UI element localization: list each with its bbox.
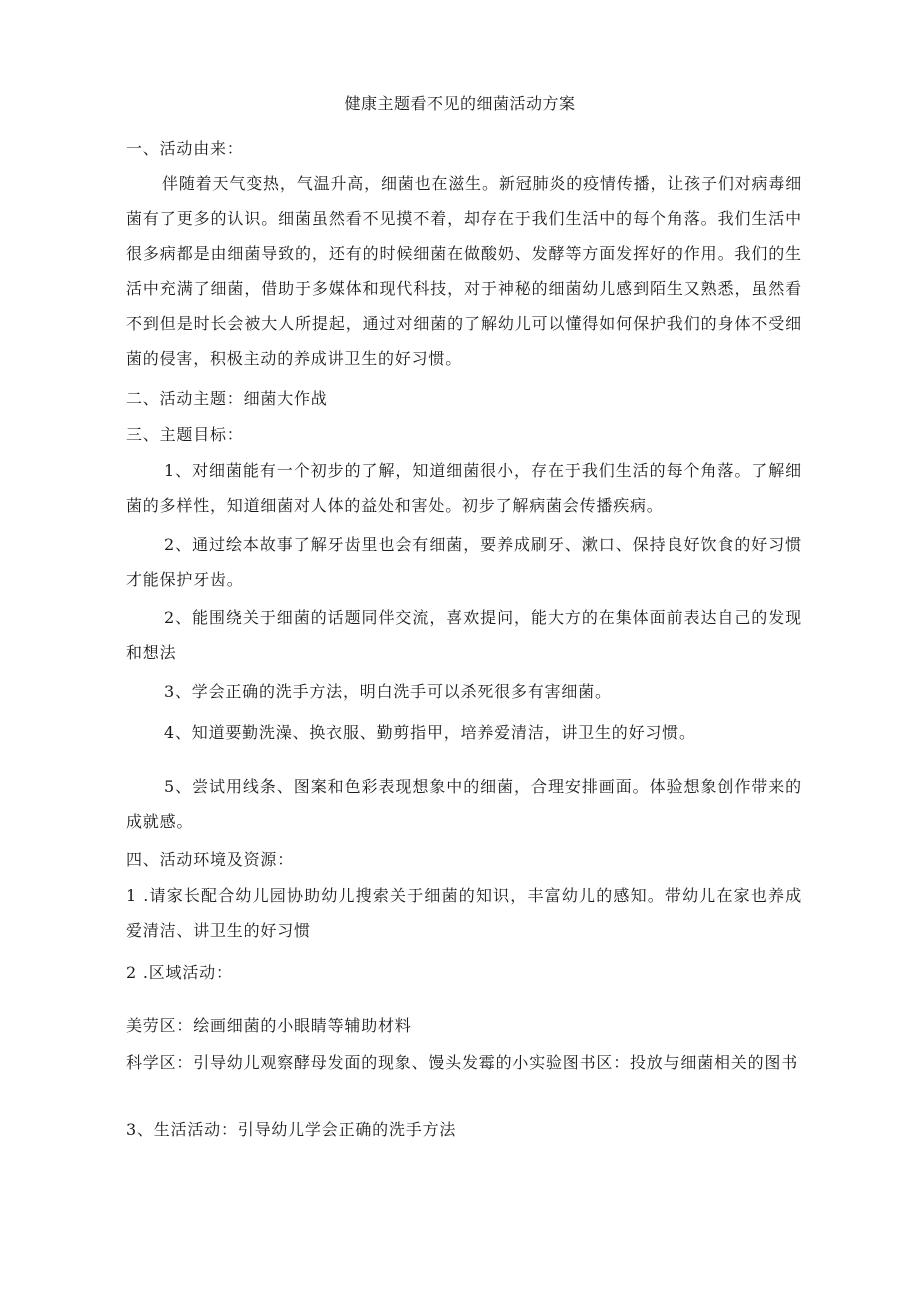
section-heading-resources: 四、活动环境及资源： [126, 850, 295, 869]
goal-item-2: 2、通过绘本故事了解牙齿里也会有细菌，要养成刷牙、漱口、保持良好饮食的好习惯才能保护牙齿。 [126, 535, 802, 589]
document-title: 健康主题看不见的细菌活动方案 [344, 94, 576, 113]
resource-item-3: 3、生活活动：引导幼儿学会正确的洗手方法 [126, 1120, 457, 1139]
section-heading-goals: 三、主题目标： [126, 425, 244, 444]
resource-item-2: 2 .区域活动： [126, 963, 233, 982]
resource-item-1: 1 .请家长配合幼儿园协助幼儿搜索关于细菌的知识，丰富幼儿的感知。带幼儿在家也养成爱清洁、讲卫生的好习惯 [126, 886, 802, 940]
area-science: 科学区：引导幼儿观察酵母发面的现象、馒头发霉的小实验图书区：投放与细菌相关的图书 [126, 1053, 799, 1072]
goal-item-3: 2、能围绕关于细菌的话题同伴交流，喜欢提问，能大方的在集体面前表达自己的发现和想法 [126, 608, 802, 662]
area-art: 美劳区：绘画细菌的小眼睛等辅助材料 [126, 1016, 412, 1035]
origin-paragraph: 伴随着天气变热，气温升高，细菌也在滋生。新冠肺炎的疫情传播，让孩子们对病毒细菌有了更多的认识。细菌虽然看不见摸不着，却存在于我们生活中的每个角落。我们生活中很多病都是由细菌导致的，还有的时候细菌在做酸奶、发酵等方面发挥好的作用。我们的生活中充满了细菌，借助于多媒体和现代科技，对于神秘的细菌幼儿感到陌生又熟悉，虽然看不到但是时长会被大人所提起，通过对细菌的了解幼儿可以懂得如何保护我们的身体不受细菌的侵害，积极主动的养成讲卫生的好习惯。 [126, 174, 802, 368]
goal-item-6: 5、尝试用线条、图案和色彩表现想象中的细菌，合理安排画面。体验想象创作带来的成就感。 [126, 777, 802, 831]
section-heading-origin: 一、活动由来： [126, 139, 244, 158]
goal-item-1: 1、对细菌能有一个初步的了解，知道细菌很小，存在于我们生活的每个角落。了解细菌的多样性，知道细菌对人体的益处和害处。初步了解病菌会传播疾病。 [126, 461, 802, 515]
goal-item-5: 4、知道要勤洗澡、换衣服、勤剪指甲，培养爱清洁，讲卫生的好习惯。 [164, 723, 696, 742]
section-heading-theme: 二、活动主题：细菌大作战 [126, 389, 328, 408]
goal-item-4: 3、学会正确的洗手方法，明白洗手可以杀死很多有害细菌。 [164, 682, 612, 701]
